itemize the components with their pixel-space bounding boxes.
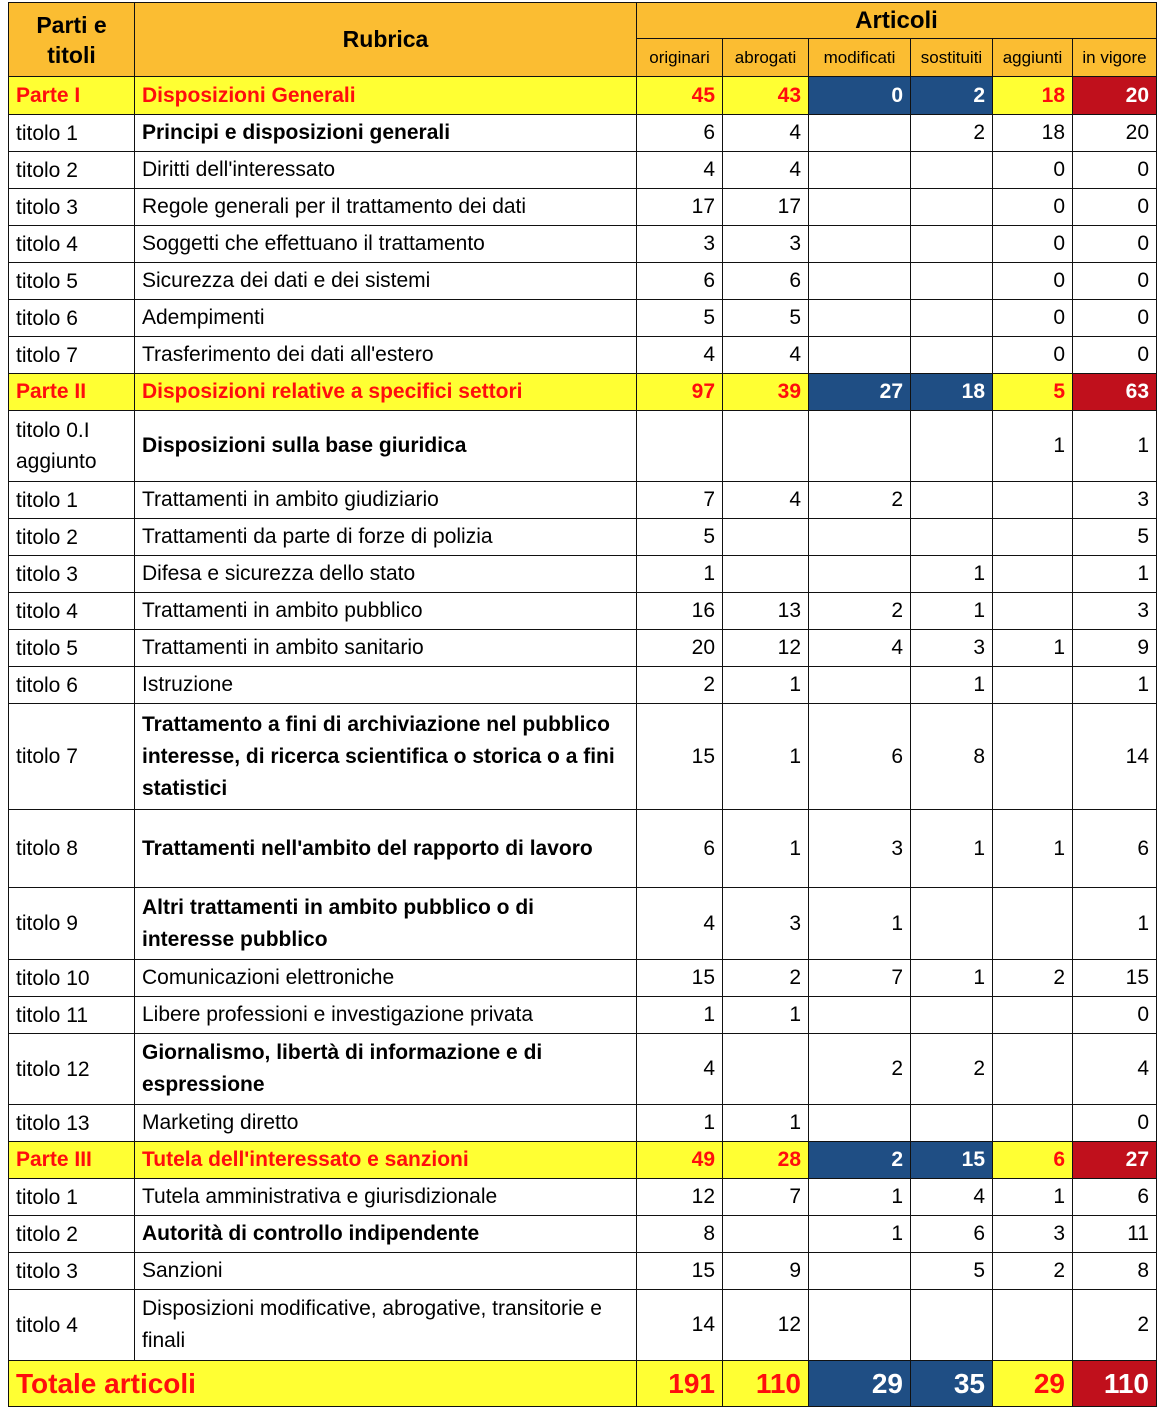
rubrica-header: Rubrica <box>135 3 637 77</box>
value-abrogati: 12 <box>723 630 809 667</box>
row-title: titolo 5 <box>9 263 135 300</box>
value-aggiunti: 0 <box>993 189 1073 226</box>
value-in-vigore: 0 <box>1073 189 1157 226</box>
table-row <box>9 630 1157 667</box>
row-title: titolo 6 <box>9 667 135 704</box>
part-row <box>9 374 1157 411</box>
value-abrogati: 39 <box>723 374 809 411</box>
value-abrogati <box>723 556 809 593</box>
row-title: titolo 5 <box>9 630 135 667</box>
table-row <box>9 960 1157 997</box>
row-rubrica: Tutela dell'interessato e sanzioni <box>135 1142 637 1179</box>
value-aggiunti: 1 <box>993 411 1073 482</box>
value-originari: 45 <box>637 77 723 115</box>
table-row <box>9 1290 1157 1361</box>
value-in-vigore: 15 <box>1073 960 1157 997</box>
value-aggiunti <box>993 704 1073 810</box>
value-abrogati: 4 <box>723 482 809 519</box>
value-modificati <box>809 1290 911 1361</box>
row-rubrica: Adempimenti <box>135 300 637 337</box>
row-rubrica: Altri trattamenti in ambito pubblico o di interesse pubblico <box>135 888 637 960</box>
row-title: titolo 1 <box>9 482 135 519</box>
value-originari: 2 <box>637 667 723 704</box>
table-row <box>9 411 1157 482</box>
total-modificati: 29 <box>809 1361 911 1407</box>
value-aggiunti <box>993 1290 1073 1361</box>
value-originari: 6 <box>637 263 723 300</box>
value-abrogati: 1 <box>723 1105 809 1142</box>
row-title: titolo 11 <box>9 997 135 1034</box>
table-row <box>9 263 1157 300</box>
value-in-vigore: 27 <box>1073 1142 1157 1179</box>
value-in-vigore: 6 <box>1073 810 1157 888</box>
articles-table <box>8 2 1157 1407</box>
table-row <box>9 667 1157 704</box>
row-title: titolo 12 <box>9 1034 135 1105</box>
value-abrogati: 2 <box>723 960 809 997</box>
row-title: titolo 1 <box>9 1179 135 1216</box>
row-rubrica: Istruzione <box>135 667 637 704</box>
value-aggiunti: 0 <box>993 263 1073 300</box>
row-title: titolo 4 <box>9 1290 135 1361</box>
value-sostituiti: 8 <box>911 704 993 810</box>
row-rubrica: Trattamenti in ambito giudiziario <box>135 482 637 519</box>
value-in-vigore: 14 <box>1073 704 1157 810</box>
row-rubrica: Principi e disposizioni generali <box>135 115 637 152</box>
value-abrogati: 7 <box>723 1179 809 1216</box>
value-originari: 4 <box>637 1034 723 1105</box>
row-rubrica: Marketing diretto <box>135 1105 637 1142</box>
value-abrogati: 5 <box>723 300 809 337</box>
value-sostituiti <box>911 189 993 226</box>
table-row <box>9 1216 1157 1253</box>
value-modificati: 1 <box>809 1216 911 1253</box>
value-modificati: 0 <box>809 77 911 115</box>
value-modificati <box>809 189 911 226</box>
table-row <box>9 300 1157 337</box>
row-rubrica: Diritti dell'interessato <box>135 152 637 189</box>
total-label: Totale articoli <box>9 1361 637 1407</box>
col-in-vigore: in vigore <box>1073 39 1157 77</box>
value-originari: 8 <box>637 1216 723 1253</box>
row-title: titolo 2 <box>9 519 135 556</box>
value-sostituiti <box>911 152 993 189</box>
row-rubrica: Tutela amministrativa e giurisdizionale <box>135 1179 637 1216</box>
value-in-vigore: 8 <box>1073 1253 1157 1290</box>
table-row <box>9 115 1157 152</box>
value-aggiunti <box>993 556 1073 593</box>
table-row <box>9 226 1157 263</box>
value-modificati <box>809 115 911 152</box>
table-row <box>9 519 1157 556</box>
value-sostituiti: 1 <box>911 556 993 593</box>
value-sostituiti <box>911 300 993 337</box>
value-abrogati <box>723 1034 809 1105</box>
value-in-vigore: 5 <box>1073 519 1157 556</box>
value-aggiunti: 1 <box>993 810 1073 888</box>
row-rubrica: Sicurezza dei dati e dei sistemi <box>135 263 637 300</box>
row-rubrica: Trattamenti nell'ambito del rapporto di lavoro <box>135 810 637 888</box>
row-rubrica: Trattamenti da parte di forze di polizia <box>135 519 637 556</box>
value-abrogati: 12 <box>723 1290 809 1361</box>
row-title: titolo 2 <box>9 152 135 189</box>
value-originari: 1 <box>637 997 723 1034</box>
value-aggiunti <box>993 997 1073 1034</box>
value-aggiunti: 1 <box>993 630 1073 667</box>
row-title: titolo 3 <box>9 189 135 226</box>
value-modificati <box>809 226 911 263</box>
value-abrogati: 4 <box>723 115 809 152</box>
value-sostituiti <box>911 519 993 556</box>
part-title: Parte I <box>9 77 135 115</box>
table-row <box>9 1179 1157 1216</box>
row-rubrica: Difesa e sicurezza dello stato <box>135 556 637 593</box>
row-rubrica: Libere professioni e investigazione privata <box>135 997 637 1034</box>
value-abrogati <box>723 411 809 482</box>
value-abrogati: 4 <box>723 152 809 189</box>
value-aggiunti: 18 <box>993 115 1073 152</box>
value-aggiunti: 18 <box>993 77 1073 115</box>
value-aggiunti <box>993 1105 1073 1142</box>
value-in-vigore: 0 <box>1073 300 1157 337</box>
table-row <box>9 189 1157 226</box>
value-aggiunti: 1 <box>993 1179 1073 1216</box>
value-sostituiti <box>911 482 993 519</box>
table-row <box>9 997 1157 1034</box>
row-title: titolo 1 <box>9 115 135 152</box>
col-sostituiti: sostituiti <box>911 39 993 77</box>
value-originari: 6 <box>637 810 723 888</box>
total-originari: 191 <box>637 1361 723 1407</box>
value-in-vigore: 0 <box>1073 226 1157 263</box>
value-aggiunti: 0 <box>993 226 1073 263</box>
value-modificati <box>809 667 911 704</box>
value-modificati <box>809 263 911 300</box>
value-abrogati: 1 <box>723 997 809 1034</box>
value-sostituiti <box>911 1105 993 1142</box>
value-abrogati: 1 <box>723 667 809 704</box>
value-sostituiti <box>911 411 993 482</box>
row-rubrica: Soggetti che effettuano il trattamento <box>135 226 637 263</box>
value-in-vigore: 6 <box>1073 1179 1157 1216</box>
value-abrogati: 9 <box>723 1253 809 1290</box>
row-rubrica: Disposizioni relative a specifici settori <box>135 374 637 411</box>
value-in-vigore: 20 <box>1073 77 1157 115</box>
value-abrogati: 3 <box>723 888 809 960</box>
value-sostituiti: 1 <box>911 667 993 704</box>
col-abrogati: abrogati <box>723 39 809 77</box>
table-row <box>9 556 1157 593</box>
value-aggiunti: 2 <box>993 960 1073 997</box>
value-in-vigore: 0 <box>1073 997 1157 1034</box>
value-sostituiti <box>911 997 993 1034</box>
value-modificati <box>809 411 911 482</box>
articoli-header: Articoli <box>637 3 1157 39</box>
row-title: titolo 8 <box>9 810 135 888</box>
col-modificati: modificati <box>809 39 911 77</box>
value-sostituiti <box>911 888 993 960</box>
value-originari: 49 <box>637 1142 723 1179</box>
value-originari: 7 <box>637 482 723 519</box>
row-rubrica: Sanzioni <box>135 1253 637 1290</box>
part-title: Parte III <box>9 1142 135 1179</box>
value-in-vigore: 0 <box>1073 1105 1157 1142</box>
value-modificati: 7 <box>809 960 911 997</box>
value-sostituiti: 5 <box>911 1253 993 1290</box>
value-originari: 15 <box>637 704 723 810</box>
value-aggiunti: 0 <box>993 337 1073 374</box>
row-title: titolo 7 <box>9 704 135 810</box>
table-row <box>9 888 1157 960</box>
row-rubrica: Trasferimento dei dati all'estero <box>135 337 637 374</box>
value-originari: 1 <box>637 1105 723 1142</box>
value-modificati: 27 <box>809 374 911 411</box>
table-row <box>9 1105 1157 1142</box>
row-rubrica: Disposizioni modificative, abrogative, transitorie e finali <box>135 1290 637 1361</box>
value-modificati: 2 <box>809 1142 911 1179</box>
value-aggiunti: 0 <box>993 300 1073 337</box>
value-originari: 1 <box>637 556 723 593</box>
value-modificati <box>809 556 911 593</box>
value-sostituiti <box>911 226 993 263</box>
row-rubrica: Disposizioni sulla base giuridica <box>135 411 637 482</box>
value-aggiunti: 3 <box>993 1216 1073 1253</box>
value-aggiunti <box>993 593 1073 630</box>
value-in-vigore: 11 <box>1073 1216 1157 1253</box>
value-sostituiti: 2 <box>911 115 993 152</box>
value-in-vigore: 0 <box>1073 152 1157 189</box>
value-aggiunti <box>993 1034 1073 1105</box>
row-rubrica: Trattamenti in ambito pubblico <box>135 593 637 630</box>
value-modificati: 4 <box>809 630 911 667</box>
table-row <box>9 1253 1157 1290</box>
part-row <box>9 77 1157 115</box>
total-abrogati: 110 <box>723 1361 809 1407</box>
value-originari: 4 <box>637 888 723 960</box>
value-abrogati: 6 <box>723 263 809 300</box>
row-title: titolo 3 <box>9 1253 135 1290</box>
value-in-vigore: 9 <box>1073 630 1157 667</box>
value-in-vigore: 1 <box>1073 667 1157 704</box>
row-rubrica: Disposizioni Generali <box>135 77 637 115</box>
value-sostituiti <box>911 263 993 300</box>
value-modificati <box>809 1105 911 1142</box>
value-originari: 17 <box>637 189 723 226</box>
value-sostituiti: 1 <box>911 960 993 997</box>
row-title: titolo 4 <box>9 226 135 263</box>
value-in-vigore: 1 <box>1073 556 1157 593</box>
row-rubrica: Autorità di controllo indipendente <box>135 1216 637 1253</box>
value-originari: 4 <box>637 152 723 189</box>
value-aggiunti <box>993 519 1073 556</box>
value-originari: 15 <box>637 1253 723 1290</box>
value-sostituiti <box>911 337 993 374</box>
value-originari: 12 <box>637 1179 723 1216</box>
part-title: Parte II <box>9 374 135 411</box>
value-originari: 5 <box>637 519 723 556</box>
row-rubrica: Trattamento a fini di archiviazione nel pubblico interesse, di ricerca scientifica o storica o a fini statistici <box>135 704 637 810</box>
value-sostituiti: 1 <box>911 593 993 630</box>
row-title: titolo 0.I aggiunto <box>9 411 135 482</box>
row-title: titolo 2 <box>9 1216 135 1253</box>
total-aggiunti: 29 <box>993 1361 1073 1407</box>
value-in-vigore: 0 <box>1073 337 1157 374</box>
row-title: titolo 7 <box>9 337 135 374</box>
value-modificati <box>809 997 911 1034</box>
value-originari: 14 <box>637 1290 723 1361</box>
value-modificati: 3 <box>809 810 911 888</box>
part-row <box>9 1142 1157 1179</box>
total-sostituiti: 35 <box>911 1361 993 1407</box>
row-rubrica: Comunicazioni elettroniche <box>135 960 637 997</box>
table-row <box>9 482 1157 519</box>
value-originari: 5 <box>637 300 723 337</box>
value-in-vigore: 3 <box>1073 593 1157 630</box>
value-abrogati: 1 <box>723 704 809 810</box>
value-modificati: 6 <box>809 704 911 810</box>
value-aggiunti: 6 <box>993 1142 1073 1179</box>
value-sostituiti: 18 <box>911 374 993 411</box>
value-abrogati <box>723 1216 809 1253</box>
value-abrogati: 28 <box>723 1142 809 1179</box>
value-modificati <box>809 519 911 556</box>
row-title: titolo 4 <box>9 593 135 630</box>
value-aggiunti <box>993 482 1073 519</box>
value-in-vigore: 0 <box>1073 263 1157 300</box>
header-row-top <box>9 3 1157 39</box>
value-in-vigore: 63 <box>1073 374 1157 411</box>
row-title: titolo 9 <box>9 888 135 960</box>
table-row <box>9 593 1157 630</box>
value-modificati: 2 <box>809 1034 911 1105</box>
col-aggiunti: aggiunti <box>993 39 1073 77</box>
value-in-vigore: 20 <box>1073 115 1157 152</box>
value-modificati <box>809 300 911 337</box>
total-in-vigore: 110 <box>1073 1361 1157 1407</box>
value-aggiunti: 5 <box>993 374 1073 411</box>
row-rubrica: Regole generali per il trattamento dei dati <box>135 189 637 226</box>
value-sostituiti: 6 <box>911 1216 993 1253</box>
value-aggiunti: 0 <box>993 152 1073 189</box>
value-modificati <box>809 1253 911 1290</box>
value-modificati: 2 <box>809 593 911 630</box>
value-modificati: 2 <box>809 482 911 519</box>
table-row <box>9 1034 1157 1105</box>
table-row <box>9 337 1157 374</box>
row-title: titolo 6 <box>9 300 135 337</box>
col-originari: originari <box>637 39 723 77</box>
value-abrogati: 17 <box>723 189 809 226</box>
value-originari: 97 <box>637 374 723 411</box>
value-abrogati: 13 <box>723 593 809 630</box>
row-rubrica: Trattamenti in ambito sanitario <box>135 630 637 667</box>
value-originari: 20 <box>637 630 723 667</box>
value-originari: 6 <box>637 115 723 152</box>
value-sostituiti: 2 <box>911 77 993 115</box>
row-title: titolo 10 <box>9 960 135 997</box>
value-abrogati <box>723 519 809 556</box>
value-sostituiti <box>911 1290 993 1361</box>
value-abrogati: 1 <box>723 810 809 888</box>
value-in-vigore: 1 <box>1073 411 1157 482</box>
parts-header: Parti e titoli <box>9 3 135 77</box>
row-title: titolo 13 <box>9 1105 135 1142</box>
value-in-vigore: 1 <box>1073 888 1157 960</box>
value-abrogati: 4 <box>723 337 809 374</box>
value-in-vigore: 2 <box>1073 1290 1157 1361</box>
value-modificati <box>809 337 911 374</box>
row-title: titolo 3 <box>9 556 135 593</box>
value-originari: 16 <box>637 593 723 630</box>
value-sostituiti: 2 <box>911 1034 993 1105</box>
value-in-vigore: 3 <box>1073 482 1157 519</box>
value-aggiunti <box>993 888 1073 960</box>
table-row <box>9 152 1157 189</box>
value-sostituiti: 3 <box>911 630 993 667</box>
value-modificati: 1 <box>809 888 911 960</box>
row-rubrica: Giornalismo, libertà di informazione e di espressione <box>135 1034 637 1105</box>
value-abrogati: 43 <box>723 77 809 115</box>
value-aggiunti: 2 <box>993 1253 1073 1290</box>
value-sostituiti: 1 <box>911 810 993 888</box>
value-modificati <box>809 152 911 189</box>
value-aggiunti <box>993 667 1073 704</box>
value-originari: 4 <box>637 337 723 374</box>
value-sostituiti: 15 <box>911 1142 993 1179</box>
table-row <box>9 810 1157 888</box>
value-modificati: 1 <box>809 1179 911 1216</box>
value-originari: 15 <box>637 960 723 997</box>
total-row <box>9 1361 1157 1407</box>
value-in-vigore: 4 <box>1073 1034 1157 1105</box>
value-sostituiti: 4 <box>911 1179 993 1216</box>
value-abrogati: 3 <box>723 226 809 263</box>
value-originari: 3 <box>637 226 723 263</box>
value-originari <box>637 411 723 482</box>
table-row <box>9 704 1157 810</box>
